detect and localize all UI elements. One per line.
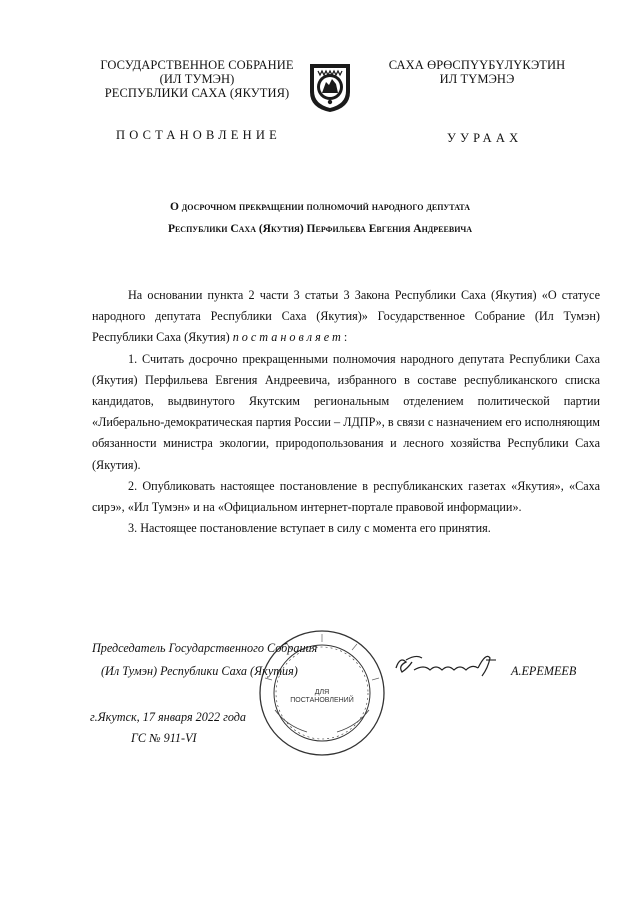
doc-type-left: ПОСТАНОВЛЕНИЕ: [116, 128, 281, 142]
intro-paragraph: [92, 285, 600, 349]
intro-colon: :: [343, 330, 348, 345]
header-right-line-2: ИЛ ТҮМЭНЭ: [439, 72, 515, 86]
document-title-line-1: О досрочном прекращении полномочий народного депутата: [169, 201, 471, 213]
handwritten-signature: [392, 648, 502, 680]
stamp-center-text-2: [277, 696, 367, 705]
item-2: 2. Опубликовать настоящее постановление в республиканских газетах «Якутия», «Саха сирэ», «Ил Тумэн» и на «Официальном интернет-портале правовой информации».: [92, 478, 600, 515]
resolves-word: постановляет: [232, 330, 344, 345]
place-date: г.Якутск, 17 января 2022 года: [90, 710, 247, 724]
doc-type-right: УУРААХ: [447, 131, 523, 145]
header-right: [372, 58, 582, 86]
stamp-center-line-2: ПОСТАНОВЛЕНИЙ: [290, 697, 354, 704]
item-1: 1. Считать досрочно прекращенными полномочия народного депутата Республики Саха (Якутия) Перфильева Евгения Андреевича, избранного в составе республиканского списка кандидатов, выдвинутого Якутским региональным отделением политической партии «Либерально-демократическая партия России – ЛДПР», в связи с назначением его исполняющим обязанности министра экологии, природопользования и лесного хозяйства Республики Саха (Якутия).: [92, 351, 600, 472]
stamp-center-line-1: ДЛЯ: [314, 689, 330, 696]
header-left-line-3: РЕСПУБЛИКИ САХА (ЯКУТИЯ): [104, 86, 290, 100]
intro-text: На основании пункта 2 части 3 статьи 3 Закона Республики Саха (Якутия) «О статусе народного депутата Республики Саха (Якутия)» Государственное Собрание (Ил Тумэн) Республики Саха (Якутия): [92, 288, 600, 345]
header-left-line-1: ГОСУДАРСТВЕННОЕ СОБРАНИЕ: [100, 58, 294, 72]
signatory-title-line-2: (Ил Тумэн) Республики Саха (Якутия): [101, 664, 298, 678]
sakha-emblem-icon: [306, 62, 354, 114]
item-3: 3. Настоящее постановление вступает в силу с момента его принятия.: [128, 521, 491, 536]
signatory-name: А.ЕРЕМЕЕВ: [511, 664, 577, 678]
header-left-line-2: (ИЛ ТУМЭН): [159, 72, 235, 86]
document-title-line-2: Республики Саха (Якутия) Перфильева Евгения Андреевича: [167, 223, 473, 235]
resolution-number: ГС № 911-VI: [131, 731, 197, 745]
document-body: [92, 285, 600, 539]
signatory-title-line-1: Председатель Государственного Собрания: [92, 641, 318, 655]
header-left: [92, 58, 302, 100]
header-right-line-1: САХА ӨРӨСПҮҮБҮЛҮКЭТИН: [388, 58, 566, 72]
